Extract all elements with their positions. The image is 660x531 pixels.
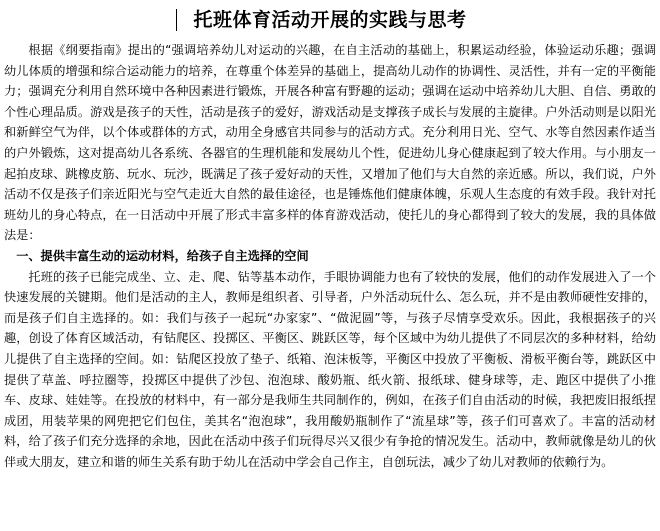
document-title: 托班体育活动开展的实践与思考: [193, 9, 467, 31]
section-heading: 一、提供丰富生动的运动材料，给孩子自主选择的空间: [16, 248, 309, 263]
document-body: [4, 40, 656, 472]
intro-paragraph: 根据《纲要指南》提出的“强调培养幼儿对运动的兴趣，在自主活动的基础上，积累运动经验，体验运动乐趣；强调幼儿体质的增强和综合运动能力的培养，在尊重个体差异的基础上，提高幼儿动作的协调性、灵活性，并有一定的平衡能力；强调充分利用自然环境中各种因素进行锻炼，开展各种富有野趣的运动；强调在运动中培养幼儿大胆、自信、勇敢的个性心理品质。游戏是孩子的天性，活动是孩子的爱好，游戏活动是支撑孩子成长与发展的主旋律。户外活动则是以阳光和新鲜空气为伴，以个体或群体的方式，动用全身感官共同参与的活动方式。充分利用日光、空气、水等自然因素作适当的户外锻炼，这对提高幼儿各系统、各器官的生理机能和发展幼儿个性，促进幼儿身心健康起到了较大作用。与小朋友一起拍皮球、跳橡皮筋、玩水、玩沙，既满足了孩子爱好动的天性，又增加了他们与大自然的亲近感。所以，我们说，户外活动不仅是孩子们亲近阳光与空气走近大自然的最佳途径，也是锤炼他们健康体魄，乐观人生态度的有效手段。我针对托班幼儿的身心特点，在一日活动中开展了形式丰富多样的体育游戏活动，使托儿的身心都得到了较大的发展，我的具体做法是：: [4, 43, 656, 243]
section-paragraph: 托班的孩子已能完成坐、立、走、爬、钻等基本动作，手眼协调能力也有了较快的发展，他们的动作发展进入了一个快速发展的关键期。他们是活动的主人，教师是组织者、引导者，户外活动玩什么、怎么玩，并不是由教师硬性安排的，而是孩子们自主选择的。如：我们与孩子一起玩“办家家”、“做泥圆”等，与孩子尽情享受欢乐。因此，我根据孩子的兴趣，创设了体育区域活动，有钻爬区、投掷区、平衡区、跳跃区等，每个区域中为幼儿提供了不同层次的多种材料，给幼儿提供了自主选择的空间。如：钻爬区投放了垫子、纸箱、泡沫板等，平衡区中投放了平衡板、滑板平衡台等，跳跃区中提供了草盖、呼拉圈等，投掷区中提供了沙包、泡泡球、酸奶瓶、纸火箭、报纸球、健身球等，走、跑区中提供了小推车、皮球、娃娃等。在投放的材料中，有一部分是我师生共同制作的，例如，在孩子们自由活动的时候，我把废旧报纸捏成团，用装苹果的网兜把它们包住，美其名“泡泡球”，我用酸奶瓶制作了“流星球”等，孩子们可喜欢了。丰富的活动材料，给了孩子们充分选择的余地，因此在活动中孩子们玩得尽兴又很少有争抢的情况发生。活动中，教师就像是幼儿的伙伴或大朋友，建立和谐的师生关系有助于幼儿在活动中学会自己作主，自创玩法，减少了幼儿对教师的依赖行为。: [4, 269, 656, 469]
